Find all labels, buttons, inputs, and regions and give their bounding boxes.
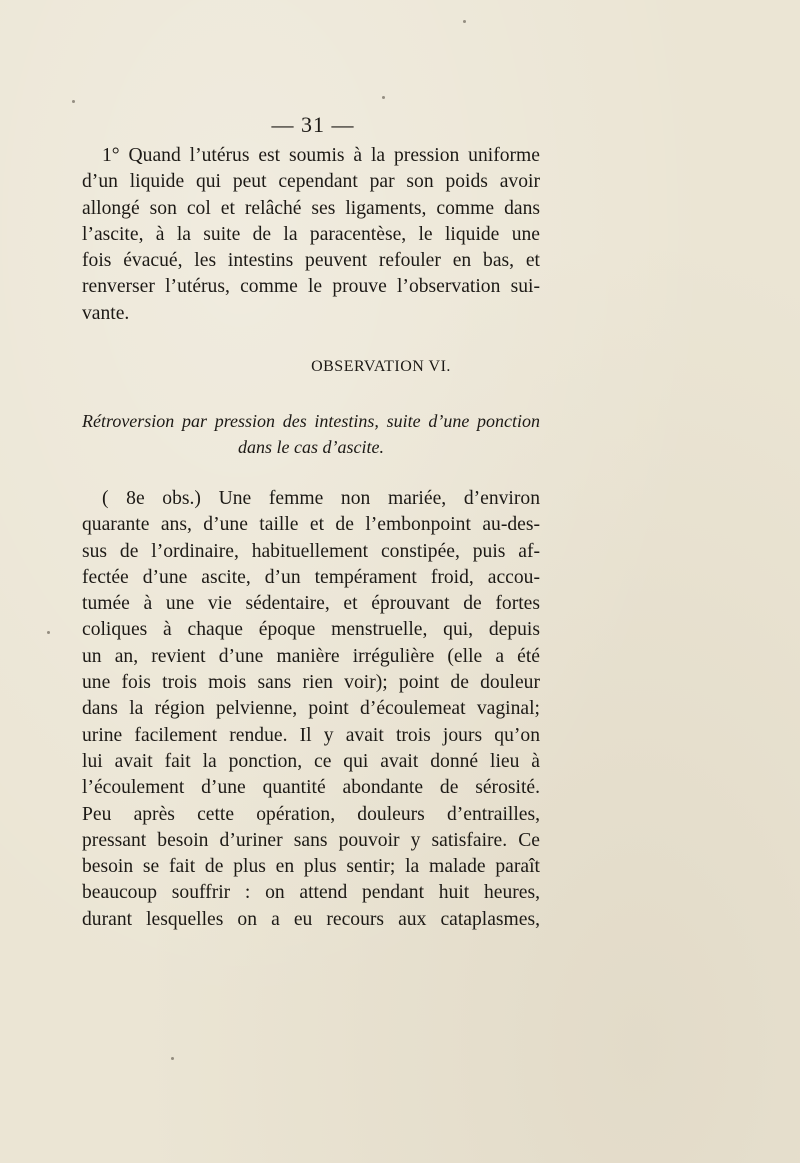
text-line: allongé son col et relâché ses ligaments, comme dans <box>82 197 540 219</box>
text-line: coliques à chaque époque menstruelle, qui, depuis <box>82 619 540 641</box>
text-line: fois évacué, les intestins peuvent refouler en bas, et <box>82 250 540 272</box>
observation-body <box>82 486 540 933</box>
text-line: vante. <box>82 302 130 324</box>
text-line: beaucoup souffrir : on attend pendant huit heures, <box>82 882 540 904</box>
text-line: Peu après cette opération, douleurs d’entrailles, <box>82 803 540 825</box>
text-line: tumée à une vie sédentaire, et éprouvant de fortes <box>82 593 540 615</box>
text-line: urine facilement rendue. Il y avait trois jours qu’on <box>82 724 540 746</box>
text-line: besoin se fait de plus en plus sentir; la malade paraît <box>82 856 540 878</box>
text-line: fectée d’une ascite, d’un tempérament froid, accou- <box>82 566 540 588</box>
paper-speck <box>171 1057 174 1060</box>
text-line: durant lesquelles on a eu recours aux cataplasmes, <box>82 908 540 930</box>
text-line: sus de l’ordinaire, habituellement constipée, puis af- <box>82 540 540 562</box>
text-line: l’ascite, à la suite de la paracentèse, le liquide une <box>82 223 540 245</box>
observation-subtitle <box>82 408 540 460</box>
subtitle-line: Rétroversion par pression des intestins, suite d’une ponction <box>82 411 540 431</box>
intro-paragraph <box>82 143 540 327</box>
paper-speck <box>47 631 50 634</box>
paper-speck <box>72 100 75 103</box>
paper-speck <box>463 20 466 23</box>
text-line: ( 8e obs.) Une femme non mariée, d’environ <box>102 488 540 509</box>
text-line: 1° Quand l’utérus est soumis à la pression uniforme <box>102 145 540 166</box>
paper-speck <box>382 96 385 99</box>
text-line: un an, revient d’une manière irrégulière (elle a été <box>82 645 540 667</box>
text-line: une fois trois mois sans rien voir); point de douleur <box>82 672 540 694</box>
text-line: renverser l’utérus, comme le prouve l’observation sui- <box>82 276 540 298</box>
page-number: — 31 — <box>271 112 355 137</box>
text-line: d’un liquide qui peut cependant par son poids avoir <box>82 171 540 193</box>
text-line: l’écoulement d’une quantité abondante de sérosité. <box>82 777 540 799</box>
text-line: dans la région pelvienne, point d’écoulemeat vaginal; <box>82 698 540 720</box>
text-line: pressant besoin d’uriner sans pouvoir y satisfaire. Ce <box>82 829 540 851</box>
observation-heading: OBSERVATION VI. <box>311 358 451 375</box>
text-line: lui avait fait la ponction, ce qui avait donné lieu à <box>82 750 540 772</box>
subtitle-line: dans le cas d’ascite. <box>238 437 384 457</box>
text-line: quarante ans, d’une taille et de l’embonpoint au-des- <box>82 514 540 536</box>
